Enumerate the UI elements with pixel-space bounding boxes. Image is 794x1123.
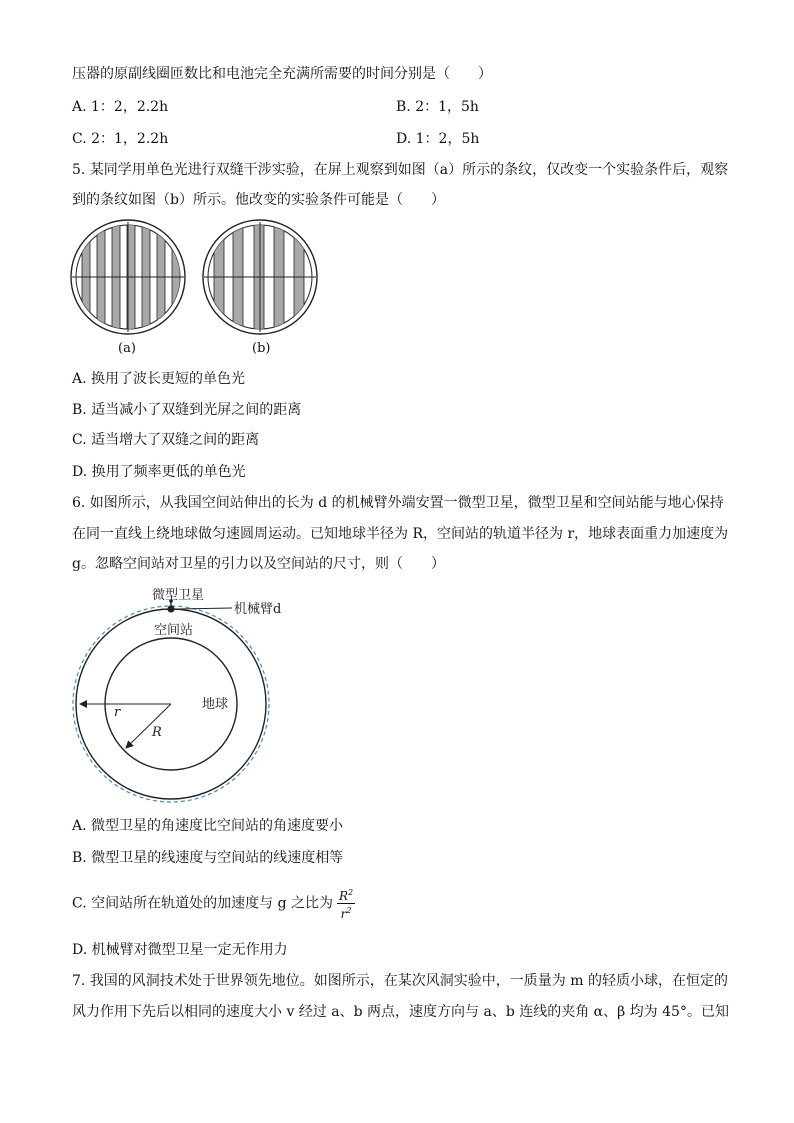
q6-option-d: D. 机械臂对微型卫星一定无作用力 [72,942,288,958]
fringe-pattern-a [71,218,185,338]
label-earth: 地球 [202,697,229,712]
q4-stem-tail: 压器的原副线圈匝数比和电池完全充满所需要的时间分别是（ ） [72,66,492,82]
q6-option-c [72,886,355,921]
q4-option-b: B. 2：1，5h [396,99,479,115]
numerator-exponent: 2 [348,888,354,897]
q5-option-c: C. 适当增大了双缝之间的距离 [72,432,260,448]
ratio-fraction [337,886,355,921]
label-r: r [114,705,121,720]
fraction-numerator: R [338,889,349,903]
q6-option-b: B. 微型卫星的线速度与空间站的线速度相等 [72,850,344,866]
fig-b-label: (b) [252,341,271,356]
label-station: 空间站 [154,623,194,638]
q6-stem-line3: g。忽略空间站对卫星的引力以及空间站的尺寸，则（ ） [72,556,445,572]
label-arm: 机械臂d [234,602,282,617]
q5-option-d: D. 换用了频率更低的单色光 [72,464,246,480]
q6-option-c-text: C. 空间站所在轨道处的加速度与 g 之比为 [72,895,333,912]
denominator-exponent: 2 [346,906,352,915]
q5-interference-figure [70,218,326,342]
q6-stem-line2: 在同一直线上绕地球做匀速圆周运动。已知地球半径为 R，空间站的轨道半径为 r，地球表面重力加速度为 [72,526,729,542]
fraction-denominator: r [340,907,347,921]
radius-R-arrow [126,704,171,748]
q4-option-a: A. 1：2，2.2h [72,99,169,115]
q6-orbit-figure [66,584,316,806]
q6-option-a: A. 微型卫星的角速度比空间站的角速度要小 [72,818,344,834]
station-dot [167,605,174,612]
q5-option-a: A. 换用了波长更短的单色光 [72,371,246,387]
label-R: R [152,725,162,740]
q5-stem-line2: 到的条纹如图（b）所示。他改变的实验条件可能是（ ） [72,192,445,208]
q5-stem-line1: 5. 某同学用单色光进行双缝干涉实验，在屏上观察到如图（a）所示的条纹，仅改变一个实验条件后，观察 [72,162,729,178]
q7-stem-line1: 7. 我国的风洞技术处于世界领先地位。如图所示，在某次风洞实验中，一质量为 m 的轻质小球，在恒定的 [72,973,728,989]
label-satellite: 微型卫星 [152,588,205,603]
q5-option-b: B. 适当减小了双缝到光屏之间的距离 [72,402,302,418]
q7-stem-line2: 风力作用下先后以相同的速度大小 v 经过 a、b 两点，速度方向与 a、b 连线的夹角 α、β 均为 45°。已知 [72,1004,729,1020]
q4-option-d: D. 1：2，5h [396,131,480,147]
arm-label-leader [176,608,232,609]
q6-stem-line1: 6. 如图所示，从我国空间站伸出的长为 d 的机械臂外端安置一微型卫星，微型卫星和空间站能与地心保持 [72,495,724,511]
q4-option-c: C. 2：1，2.2h [72,131,169,147]
fringe-pattern-b [203,218,317,338]
fig-a-label: (a) [118,341,136,356]
